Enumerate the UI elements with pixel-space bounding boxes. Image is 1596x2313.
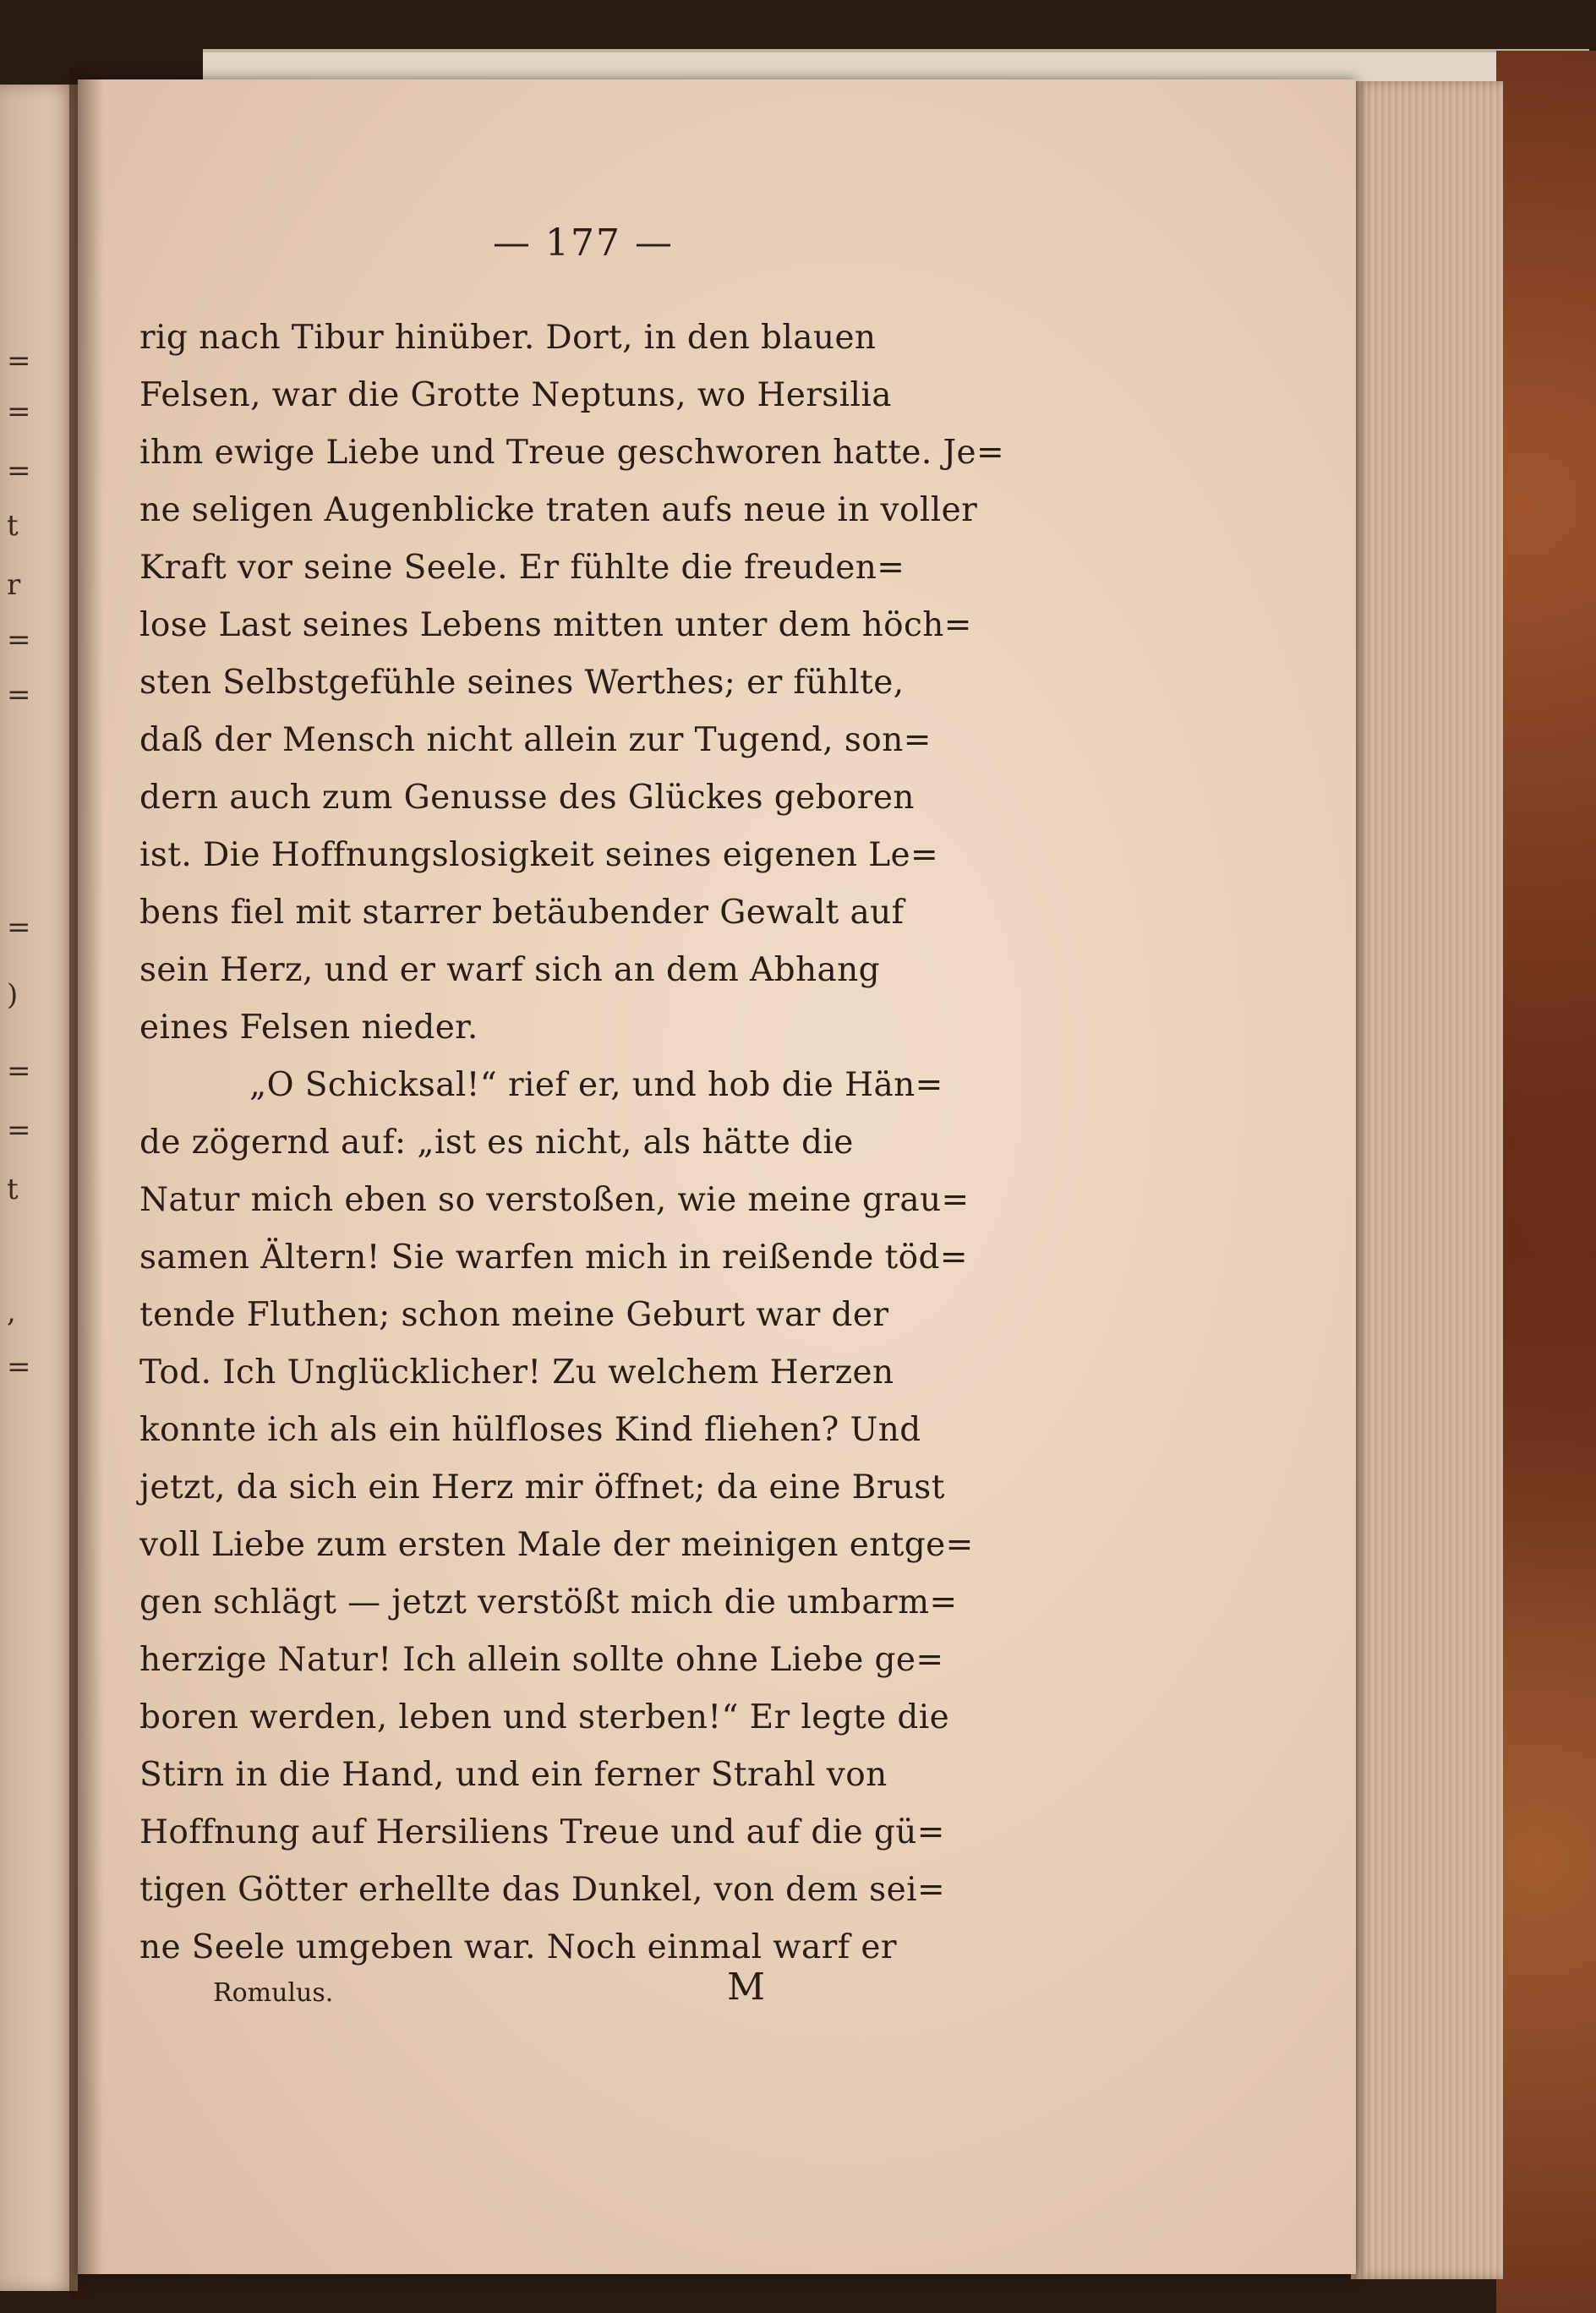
edge-mark: t — [7, 509, 19, 543]
text-line: sein Herz, und er warf sich an dem Abhang — [139, 951, 880, 989]
text-line: ist. Die Hoffnungslosigkeit seines eigenen Le= — [139, 836, 939, 874]
text-line: ihm ewige Liebe und Treue geschworen hatte. Je= — [139, 434, 1005, 472]
text-line: boren werden, leben und sterben!“ Er legte die — [139, 1698, 950, 1736]
text-line: de zögernd auf: „ist es nicht, als hätte die — [139, 1124, 854, 1162]
text-line: lose Last seines Lebens mitten unter dem höch= — [139, 606, 972, 644]
text-line: bens fiel mit starrer betäubender Gewalt auf — [139, 894, 905, 932]
edge-mark: = — [7, 1054, 31, 1088]
text-line: samen Ältern! Sie warfen mich in reißende töd= — [139, 1239, 968, 1277]
text-line: Kraft vor seine Seele. Er fühlte die freuden= — [139, 549, 905, 587]
page-edges-stack — [1351, 81, 1503, 2279]
signature-mark: Romulus. — [213, 1978, 334, 2008]
edge-mark: ) — [7, 978, 19, 1012]
page-number: — 177 — — [493, 221, 674, 265]
edge-mark: = — [7, 1350, 31, 1384]
text-line: konnte ich als ein hülfloses Kind fliehen? Und — [139, 1411, 921, 1449]
edge-mark: = — [7, 395, 31, 429]
text-line: voll Liebe zum ersten Male der meinigen entge= — [139, 1526, 974, 1564]
edge-mark: = — [7, 623, 31, 657]
previous-page-edge — [0, 85, 78, 2291]
text-line: ne Seele umgeben war. Noch einmal warf er — [139, 1928, 897, 1966]
text-line: tigen Götter erhellte das Dunkel, von dem sei= — [139, 1871, 946, 1909]
text-line: Stirn in die Hand, und ein ferner Strahl von — [139, 1756, 888, 1794]
text-line: sten Selbstgefühle seines Werthes; er fühlte, — [139, 664, 905, 702]
edge-mark: = — [7, 678, 31, 712]
text-line: tende Fluthen; schon meine Geburt war der — [139, 1296, 889, 1334]
edge-mark: r — [7, 568, 21, 602]
gathering-mark: M — [727, 1966, 766, 2009]
text-line: rig nach Tibur hinüber. Dort, in den blauen — [139, 319, 877, 357]
text-line: dern auch zum Genusse des Glückes geboren — [139, 779, 915, 817]
text-line: daß der Mensch nicht allein zur Tugend, son= — [139, 721, 932, 759]
gutter-shadow — [69, 68, 103, 2299]
text-line-indented: „O Schicksal!“ rief er, und hob die Hän= — [249, 1066, 943, 1104]
text-line: ne seligen Augenblicke traten aufs neue in voller — [139, 491, 978, 529]
edge-mark: , — [7, 1295, 16, 1329]
edge-mark: = — [7, 910, 31, 944]
edge-mark: t — [7, 1173, 19, 1206]
text-line: jetzt, da sich ein Herz mir öffnet; da eine Brust — [139, 1468, 945, 1506]
edge-mark: = — [7, 454, 31, 488]
text-line: herzige Natur! Ich allein sollte ohne Liebe ge= — [139, 1641, 944, 1679]
text-line: Tod. Ich Unglücklicher! Zu welchem Herzen — [139, 1353, 894, 1392]
text-line: Hoffnung auf Hersiliens Treue und auf die gü= — [139, 1813, 945, 1851]
text-line: eines Felsen nieder. — [139, 1009, 478, 1047]
text-line: gen schlägt — jetzt verstößt mich die umbarm= — [139, 1583, 958, 1621]
edge-mark: = — [7, 1113, 31, 1147]
edge-mark: = — [7, 344, 31, 378]
text-line: Felsen, war die Grotte Neptuns, wo Hersilia — [139, 376, 892, 414]
text-line: Natur mich eben so verstoßen, wie meine grau= — [139, 1181, 970, 1219]
marbled-cover — [1496, 51, 1596, 2313]
